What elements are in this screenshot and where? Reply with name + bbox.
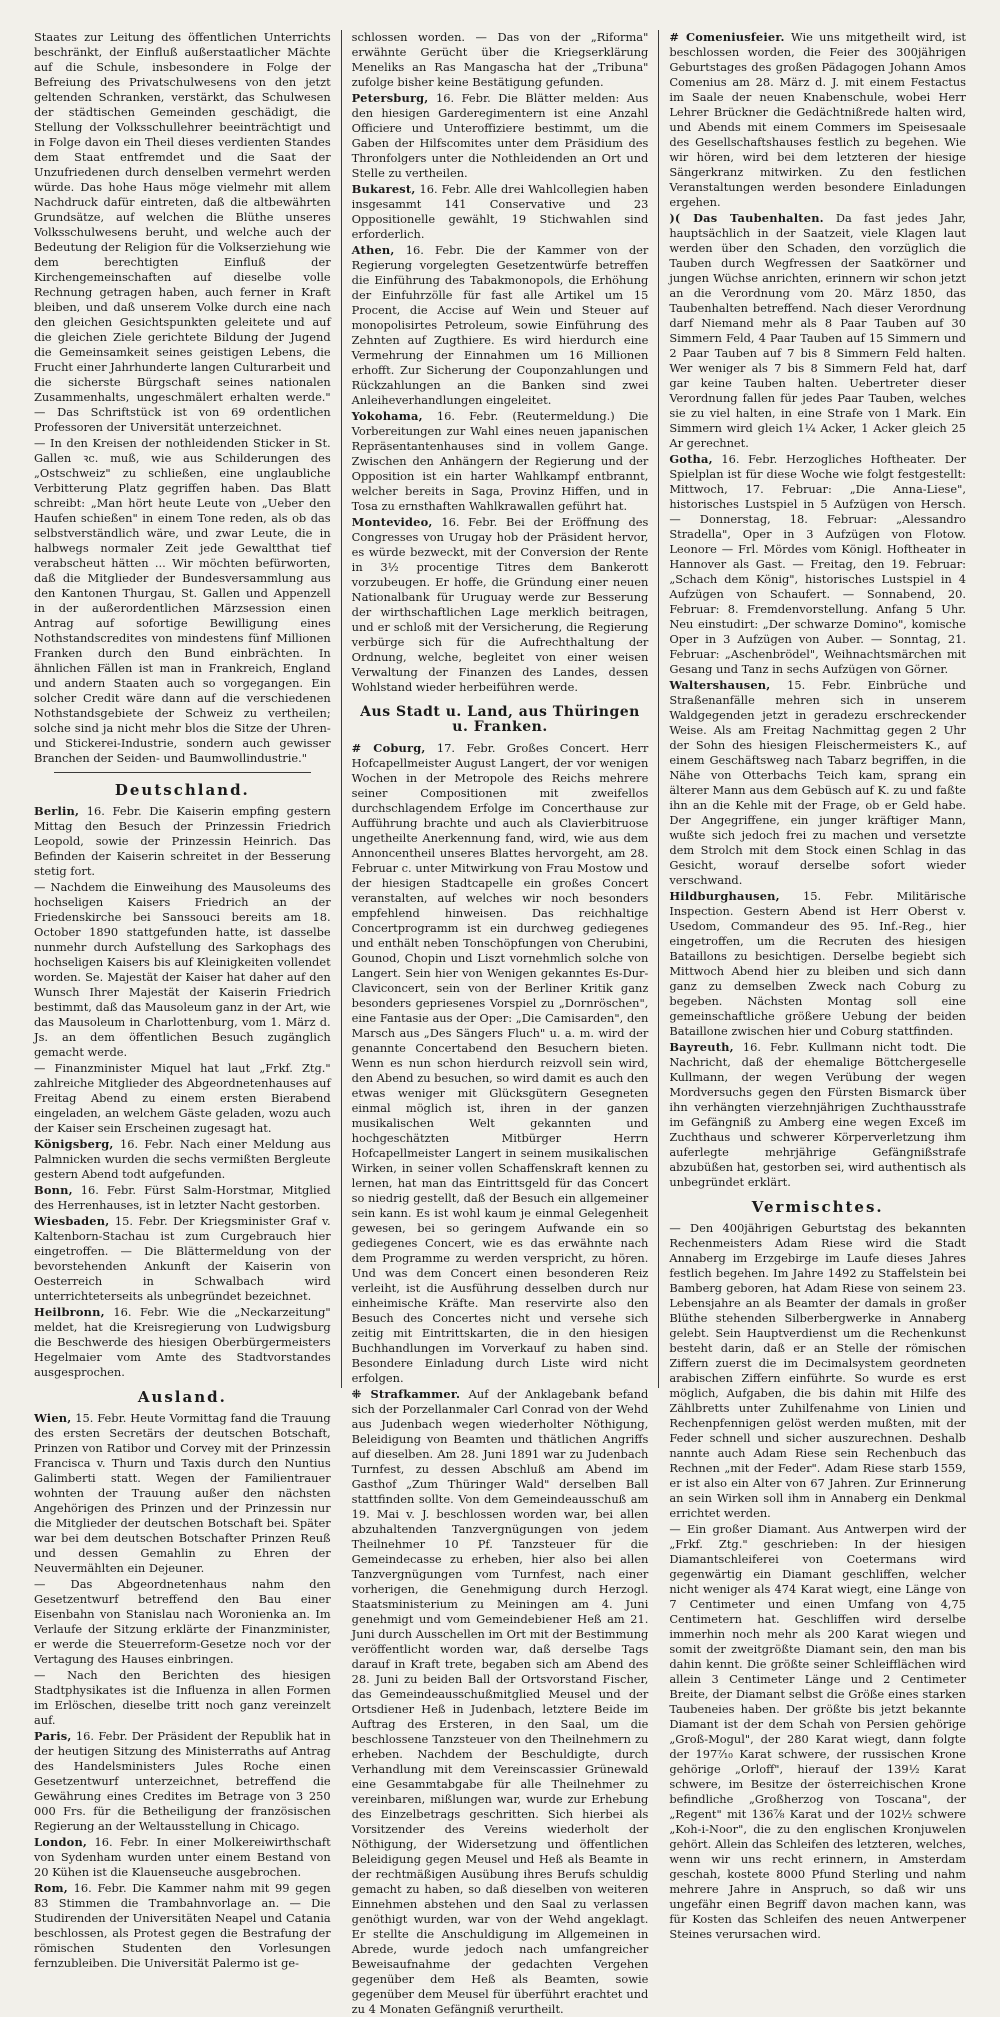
- article-text: 16. Febr. Nach einer Meldung aus Palmnicken wurden die sechs vermißten Bergleute gestern Abend todt aufgefunden.: [34, 1137, 331, 1181]
- article-text: 15. Febr. Einbrüche und Straßenanfälle mehren sich in unserem Waldgegenden jetzt in geradezu erschreckender Weise. Als am Freitag Nachmittag gegen 2 Uhr der Sohn des hiesigen Fleischermeisters K., auf einem Geschäftsweg nach Tabarz begriffen, in die Nähe von Otterbachs Teich kam, sprang ein älterer Mann aus dem Gebüsch auf K. zu und faßte ihn an die Kehle mit der Frage, ob er Geld habe. Der Angegriffene, ein junger kräftiger Mann, wußte sich jedoch frei zu machen und versetzte dem Strolch mit dem Stock einen Schlag in das Gesicht, worauf derselbe sofort wieder verschwand.: [669, 678, 967, 887]
- article-taubenhalten: [669, 211, 966, 451]
- column-2: [341, 30, 659, 2016]
- article-school-petition: Staates zur Leitung des öffentlichen Unterrichts beschränkt, der Einfluß außerstaatlicher Mächte auf die Schule, insbesondere in Folge der Befreiung des Privatschulwesens von den jetzt geltenden Schranken, verstärkt, das Schulwesen der städtischen Gemeinden geschädigt, die Stellung der Volksschullehrer beeinträchtigt und in Folge davon ein Theil dieses verdienten Standes dem Staat entfremdet und die Saat der Unzufriedenen durch denselben vermehrt werden würde. Das hohe Haus möge vielmehr mit allem Nachdruck dafür eintreten, daß die altbewährten Grundsätze, auf welchen die Blüthe unseres Volksschulwesens beruht, und welche auch der Bedeutung der Religion für die Volkserziehung wie dem berechtigten Einfluß der Kirchengemeinschaften auf dieselbe volle Rechnung getragen haben, auch ferner in Kraft bleiben, und daß unserem Volke durch eine nach den gleichen Gesichtspunkten geleitete und auf die gleichen Ziele gerichtete Bildung der Jugend die Gemeinsamkeit seines geistigen Lebens, die Frucht einer Jahrhunderte langen Culturarbeit und die sicherste Bürgschaft seines nationalen Zusammenhalts, ungeschmälert erhalten werde." — Das Schriftstück ist von 69 ordentlichen Professoren der Universität unterzeichnet.: [34, 30, 331, 434]
- dateline: Athen,: [351, 243, 395, 257]
- section-heading-aus-stadt-und-land: Aus Stadt u. Land, aus Thüringen u. Franken.: [360, 704, 640, 735]
- article-text: Wie uns mitgetheilt wird, ist beschlossen worden, die Feier des 300jährigen Geburtstages des großen Pädagogen Johann Amos Comenius am 28. März d. J. mit einem Festactus im Saale der neuen Knabenschule, wobei Herr Lehrer Brückner die Gedächtnißrede halten wird, und Abends mit einem Commers im Speisesaale des Gesellschaftshauses festlich zu begehen. Wie wir hören, wird bei dem letzteren der hiesige Sängerkranz mitwirken. Zu den festlichen Veranstaltungen werden besondere Einladungen ergehen.: [669, 30, 967, 209]
- article-text: 16. Febr. Der Präsident der Republik hat in der heutigen Sitzung des Ministerraths auf Antrag des Handelsministers Jules Roche einen Gesetzentwurf unterzeichnet, betreffend die Gewährung eines Credites im Betrage von 3 250 000 Frs. für die Betheiligung der französischen Regierung an der Weltausstellung in Chicago.: [34, 1729, 331, 1833]
- dateline: Wien,: [34, 1411, 72, 1425]
- dateline: Petersburg,: [351, 91, 429, 105]
- article-heilbronn: [34, 1305, 331, 1380]
- dateline: Gotha,: [669, 452, 713, 466]
- dateline: Königsberg,: [34, 1137, 114, 1151]
- article-st-gallen: — In den Kreisen der nothleidenden Sticker in St. Gallen ꝛc. muß, wie aus Schilderungen des „Ostschweiz" zu schließen, eine unglaubliche Verbitterung Platz gegriffen haben. Das Blatt schreibt: „Man hört heute Leute von „Ueber den Haufen schießen" in einem Tone reden, als ob das selbstverständlich wäre, und zwar Leute, die in halbwegs normaler Zeit jede Gewaltthat tief verabscheut hätten ... Wir möchten befürworten, daß die Mitglieder der Bundesversammlung aus den Kantonen Thurgau, St. Gallen und Appenzell in der außerordentlichen Märzsession einen Antrag auf sofortige Bewilligung eines Nothstandscredites von mindestens fünf Millionen Franken durch den Bund einbrächten. In ähnlichen Fällen ist man in Frankreich, England und andern Staaten auch so vorgegangen. Ein solcher Credit wäre dann auf die verschiedenen Nothstandsgebiete der Schweiz zu vertheilen; solche sind ja nicht mehr blos die Sitze der Uhren- und Stickerei-Industrie, sondern auch gewisser Branchen der Seiden- und Baumwollindustrie.": [34, 436, 331, 765]
- section-heading-vermischtes: Vermischtes.: [751, 1198, 884, 1216]
- divider: [54, 772, 311, 773]
- column-1: [24, 30, 341, 1970]
- article-text: Da fast jedes Jahr, hauptsächlich in der Saatzeit, viele Klagen laut werden über den Schaden, den vorzüglich die Tauben durch Wegfressen der Saatkörner und jungen Wüchse anrichten, erinnern wir schon jetzt an die Verordnung vom 20. März 1850, das Taubenhalten betreffend. Nach dieser Verordnung darf Niemand mehr als 8 Paar Tauben auf 30 Simmern Feld, 4 Paar Tauben auf 15 Simmern und 2 Paar Tauben auf 7 bis 8 Simmern Feld halten. Wer weniger als 7 bis 8 Simmern Feld hat, darf gar keine Tauben halten. Uebertreter dieser Verordnung fallen für jedes Paar Tauben, welches sie zu viel halten, in eine Strafe von 1 Mark. Ein Simmern wird gleich 1¼ Acker, 1 Acker gleich 25 Ar gerechnet.: [669, 211, 967, 450]
- article-montevideo: [352, 515, 649, 695]
- article-text: 16. Febr. (Reutermeldung.) Die Vorbereitungen zur Wahl eines neuen japanischen Repräsentantenhauses sind in vollem Gange. Zwischen den Anhängern der Regierung und der Opposition ist ein harter Wahlkampf entbrannt, welcher bereits in Saga, Provinz Hiffen, und in Tosa zu ernsthaften Wahlkrawallen geführt hat.: [351, 409, 649, 513]
- article-gotha: [669, 452, 966, 677]
- article-abgeordnetenhaus: — Das Abgeordnetenhaus nahm den Gesetzentwurf betreffend den Bau einer Eisenbahn von Stanislau nach Woronienka an. Im Verlaufe der Sitzung erklärte der Finanzminister, er werde die Steuerreform-Gesetze noch vor der Vertagung des Hauses einbringen.: [34, 1577, 331, 1666]
- article-diamant: — Ein großer Diamant. Aus Antwerpen wird der „Frkf. Ztg." geschrieben: In der hiesigen Diamantschleiferei von Coetermans wird gegenwärtig ein Diamant geschliffen, welcher nicht weniger als 474 Karat wiegt, eine Länge von 7 Centimeter und einen Umfang von 4,75 Centimetern hat. Geschliffen wird derselbe immerhin noch mehr als 200 Karat wiegen und somit der zweitgrößte Diamant sein, den man bis dahin kennt. Die größte seiner Schleifflächen wird allein 3 Centimeter Länge und 2 Centimeter Breite, der Diamant selbst die Größe eines starken Taubeneies haben. Der größte bis jetzt bekannte Diamant ist der dem Schah von Persien gehörige „Groß-Mogul", der 280 Karat wiegt, dann folgte der 197⁷⁄₁₀ Karat schwere, der russischen Krone gehörige „Orloff", hierauf der 139½ Karat schwere, im Besitze der österreichischen Krone befindliche „Großherzog von Toscana", der „Regent" mit 136⅞ Karat und der 102½ schwere „Koh-i-Noor", die zu den englischen Kronjuwelen gehört. Allein das Schleifen des letzteren, welches, wenn wir uns recht erinnern, in Amsterdam geschah, kostete 8000 Pfund Sterling und nahm mehrere Jahre in Anspruch, so daß wir uns ungefähr einen Begriff davon machen kann, was für Kosten das Schleifen des neuen Antwerpener Steines verursachen wird.: [669, 1522, 967, 1941]
- dateline: # Comeniusfeier.: [669, 30, 785, 44]
- article-text: 16. Febr. Die Kammer nahm mit 99 gegen 83 Stimmen die Trambahnvorlage an. — Die Studirenden der Universitäten Neapel und Catania beschlossen, als Protest gegen die Bestrafung der römischen Studenten den Vorlesungen fernzubleiben. Die Universität Palermo ist ge-: [34, 1881, 331, 1970]
- dateline: Hildburghausen,: [669, 889, 780, 903]
- article-waltershausen: [669, 678, 966, 888]
- article-rom: [34, 1881, 331, 1971]
- dateline: Paris,: [34, 1729, 72, 1743]
- article-text: 16. Febr. Wie die „Neckarzeitung" meldet, hat die Kreisregierung von Ludwigsburg die Beschwerde des hiesigen Oberbürgermeisters Hegelmaier vom Amte des Stadtvorstandes ausgesprochen.: [34, 1305, 331, 1379]
- section-heading-ausland: Ausland.: [137, 1388, 227, 1406]
- article-petersburg: [352, 91, 649, 181]
- article-text: Auf der Anklagebank befand sich der Porzellanmaler Carl Conrad von der Wehd aus Judenbach wegen wiederholter Nöthigung, Beleidigung von Beamten und thätlichen Angriffs auf dieselben. Am 28. Juni 1891 war zu Judenbach Turnfest, zu dessen Abschluß am Abend im Gasthof „Zum Thüringer Wald" derselben Ball stattfinden sollte. Von dem Gemeindeausschuß am 19. Mai v. J. beschlossen worden war, bei allen abzuhaltenden Tanzvergnügungen von jedem Theilnehmer 10 Pf. Tanzsteuer für die Gemeindecasse zu erheben, hier also bei allen Tanzvergnügungen vom Turnfest, nach einer vorherigen, die Genehmigung durch Herzogl. Staatsministerium zu Meiningen am 4. Juni genehmigt und vom Gemeindebiener Heß am 21. Juni durch Ausschellen im Ort mit der Bestimmung veröffentlicht worden war, daß derselbe Tags darauf in Kraft trete, begaben sich am Abend des 28. Juni zu beiden Ball der Ortsvorstand Fischer, das Gemeindeausschußmitglied Meusel und der Ortsdiener Heß in Judenbach, letztere Beide im Auftrag des Ersteren, in den Saal, um die beschlossene Tanzsteuer von den Theilnehmern zu erheben. Nachdem der Beschuldigte, durch Verhandlung mit dem Vereinscassier Grünewald eine Gesammtabgabe für alle Theilnehmer zu vereinbaren, mißlungen war, wurde zur Erhebung des Einzelbetrags geschritten. Sich hierbei als Vorsitzender des Vereins wiederholt der Nöthigung, der Widersetzung und öffentlichen Beleidigung gegen Meusel und Heß als Beamte in der rechtmäßigen Ausübung ihres Berufs schuldig gemacht zu haben, so daß dieselben von weiteren Einnehmen abstehen und den Saal zu verlassen genöthigt wurden, war von der Wehd angeklagt. Er stellte die Anschuldigung im Allgemeinen in Abrede, wurde jedoch nach umfangreicher Beweisaufnahme der gedachten Vergehen gegenüber dem Heß als Beamten, sowie gegenüber dem Meusel für überführt erachtet und zu 4 Monaten Gefängniß verurtheilt.: [351, 1387, 649, 2016]
- dateline: Berlin,: [34, 804, 80, 818]
- article-athen: [352, 243, 649, 408]
- article-coburg-concert: [352, 741, 649, 1386]
- article-wiesbaden: [34, 1214, 331, 1304]
- article-text: 16. Febr. Die Blätter melden: Aus den hiesigen Garderegimentern ist eine Anzahl Officiere und Unteroffiziere bestimmt, um die Gaben der Hilfscomites unter dem Präsidium des Thronfolgers unter die Nothleidenden an Ort und Stelle zu vertheilen.: [351, 91, 649, 180]
- column-3: [658, 30, 976, 1941]
- article-london: [34, 1835, 331, 1880]
- article-paris: [34, 1729, 331, 1834]
- dateline: Heilbronn,: [34, 1305, 105, 1319]
- article-text: 16. Febr. Bei der Eröffnung des Congresses von Urugay hob der Präsident hervor, es würde bezweckt, mit der Conversion der Rente in 3½ procentige Titres dem Bankerott vorzubeugen. Er hoffe, die Gründung einer neuen Nationalbank für Uruguay werde zur Besserung der wirthschaftlichen Lage merklich beitragen, und er schloß mit der Versicherung, die Regierung verbürge sich für die Aufrechthaltung der Ordnung, welche, begleitet von einer weisen Verwaltung der Finanzen des Landes, dessen Wohlstand wieder herbeiführen werde.: [351, 515, 649, 694]
- article-text: 15. Febr. Heute Vormittag fand die Trauung des ersten Secretärs der deutschen Botschaft, Prinzen von Ratibor und Corvey mit der Prinzessin Francisca v. Thurn und Taxis durch den Nuntius Galimberti statt. Wegen der Familientrauer wohnten der Trauung außer den nächsten Angehörigen des Prinzen und der Prinzessin nur die Mitglieder der deutschen Botschaft bei. Später war bei dem deutschen Botschafter Prinzen Reuß und dessen Gemahlin zu Ehren der Neuvermählten ein Dejeuner.: [34, 1411, 331, 1575]
- dateline: Montevideo,: [351, 515, 433, 529]
- article-koenigsberg: [34, 1137, 331, 1182]
- dateline: Bayreuth,: [669, 1040, 734, 1054]
- dateline: Wiesbaden,: [34, 1214, 110, 1228]
- article-bayreuth: [669, 1040, 966, 1190]
- dateline: Yokohama,: [351, 409, 423, 423]
- article-text: 16. Febr. Fürst Salm-Horstmar, Mitglied des Herrenhauses, ist in letzter Nacht gestorben.: [34, 1183, 331, 1212]
- article-text: 16. Febr. Die Kaiserin empfing gestern Mittag den Besuch der Prinzessin Friedrich Leopold, sowie der Prinzessin Heinrich. Das Befinden der Kaiserin schreitet in der Besserung stetig fort.: [34, 804, 331, 878]
- article-bonn: [34, 1183, 331, 1213]
- article-wien: [34, 1411, 331, 1576]
- article-bukarest: [352, 182, 649, 242]
- article-riforma: schlossen worden. — Das von der „Riforma" erwähnte Gerücht über die Kriegserklärung Meneliks an Ras Mangascha hat der „Tribuna" zufolge bisher keine Bestätigung gefunden.: [351, 30, 649, 89]
- dateline: )( Das Taubenhalten.: [669, 211, 824, 225]
- article-text: 17. Febr. Großes Concert. Herr Hofcapellmeister August Langert, der vor wenigen Wochen in der Metropole des Reichs mehrere seiner Compositionen mit zweifellos durchschlagendem Erfolge im Concerthause zur Aufführung brachte und auch als Clavierbitruose ungetheilte Anerkennung fand, wird, wie aus dem Annoncentheil unseres Blattes hervorgeht, am 28. Februar c. unter Mitwirkung von Frau Mostow und der hiesigen Stadtcapelle ein großes Concert veranstalten, auf welches wir noch besonders empfehlend hinweisen. Das reichhaltige Concertprogramm ist ein durchweg gediegenes und enthält neben Tonschöpfungen von Cherubini, Gounod, Chopin und Liszt vornehmlich solche von Langert. Sein hier von Wenigen gekanntes Es-Dur-Claviconcert, sein von der Berliner Kritik ganz besonders gepriesenes Vorspiel zu „Dornröschen", eine Fantasie aus der Oper: „Die Camisarden", den Marsch aus „Des Sängers Fluch" u. a. m. wird der genannte Concertabend den Besuchern bieten. Wenn es nun schon hierdurch reizvoll sein wird, den Abend zu besuchen, so wird damit es auch den etwas weniger mit Glücksgütern Gesegneten einmal möglich ist, ihren in der ganzen musikalischen Welt gekannten und hochgeschätzten Mitbürger Herrn Hofcapellmeister Langert in seinem musikalischen Wirken, in seiner vollen Schaffenskraft kennen zu lernen, hat man das Eintrittsgeld für das Concert so niedrig gestellt, daß der Besuch ein allgemeiner sein kann. Es ist wohl kaum je einmal Gelegenheit gewesen, bei so geringem Aufwande ein so gediegenes Concert, wie es das erwähnte nach dem Programme zu werden verspricht, zu hören. Und was dem Concert einen besonderen Reiz verleiht, ist die Ausführung desselben durch nur einheimische Kräfte. Man reservirte also den Besuch des Concertes nicht und versehe sich zeitig mit Eintrittskarten, die in den hiesigen Buchhandlungen im Vorverkauf zu haben sind. Besondere Einladung durch Liste wird nicht erfolgen.: [351, 741, 649, 1385]
- article-text: 16. Febr. Alle drei Wahlcollegien haben insgesammt 141 Conservative und 23 Oppositionelle gewählt, 19 Stichwahlen sind erforderlich.: [351, 182, 649, 241]
- article-yokohama: [352, 409, 649, 514]
- dateline: London,: [34, 1835, 88, 1849]
- dateline: Rom,: [34, 1881, 68, 1895]
- dateline: Bonn,: [34, 1183, 73, 1197]
- article-text: 15. Febr. Militärische Inspection. Gestern Abend ist Herr Oberst v. Usedom, Commandeur des 95. Inf.-Reg., hier eingetroffen, um die Recruten des hiesigen Bataillons zu besichtigen. Derselbe begiebt sich Mittwoch Abend hier zu bleiben und sich dann ganz zu demselben Zweck nach Coburg zu begeben. Nächsten Montag soll eine gemeinschaftliche größere Uebung der beiden Bataillone zwischen hier und Coburg stattfinden.: [669, 889, 967, 1038]
- section-heading-deutschland: Deutschland.: [114, 781, 250, 799]
- dateline: Waltershausen,: [669, 678, 771, 692]
- article-text: 16. Febr. Herzogliches Hoftheater. Der Spielplan ist für diese Woche wie folgt festgestellt: Mittwoch, 17. Februar: „Die Anna-Liese", historisches Lustspiel in 5 Aufzügen von Hersch. — Donnerstag, 18. Februar: „Alessandro Stradella", Oper in 3 Aufzügen von Flotow. Leonore — Frl. Mördes vom Königl. Hoftheater in Hannover als Gast. — Freitag, den 19. Februar: „Schach dem König", historisches Lustspiel in 4 Aufzügen von Schaufert. — Sonnabend, 20. Februar: 8. Fremdenvorstellung. Anfang 5 Uhr. Neu einstudirt: „Der schwarze Domino", komische Oper in 3 Aufzügen von Auber. — Sonntag, 21. Februar: „Aschenbrödel", Weihnachtsmärchen mit Gesang und Tanz in sechs Aufzügen von Görner.: [669, 452, 967, 676]
- article-text: 16. Febr. Die der Kammer von der Regierung vorgelegten Gesetzentwürfe betreffen die Einführung des Tabakmonopols, die Erhöhung der Einfuhrzölle für fast alle Artikel um 15 Procent, die Accise auf Wein und Steuer auf monopolisirtes Petroleum, sowie Einführung des Zehnten auf Zugthiere. Es wird hierdurch eine Vermehrung der Einnahmen um 16 Millionen erhofft. Zur Sicherung der Couponzahlungen und Rückzahlungen an die Banken sind zwei Anleiheverhandlungen eingeleitet.: [351, 243, 649, 407]
- article-comenius: [669, 30, 966, 210]
- dateline: ⁜ Strafkammer.: [351, 1387, 461, 1401]
- article-miquel: — Finanzminister Miquel hat laut „Frkf. Ztg." zahlreiche Mitglieder des Abgeordnetenhauses auf Freitag Abend zu einem ersten Bierabend eingeladen, an welchem Gäste geladen, wozu auch der Kaiser sein Erscheinen zugesagt hat.: [34, 1061, 331, 1135]
- article-adam-riese: — Den 400jährigen Geburtstag des bekannten Rechenmeisters Adam Riese wird die Stadt Annaberg im Erzgebirge im Laufe dieses Jahres festlich begehen. Im Jahre 1492 zu Staffelstein bei Bamberg geboren, hat Adam Riese von seinem 23. Lebensjahre an als Beamter der damals in großer Blüthe stehenden Silberbergwerke in Annaberg gelebt. Sein Hauptverdienst um die Rechenkunst besteht darin, daß er an Stelle der römischen Ziffern zuerst die im Decimalsystem geordneten arabischen Ziffern einführte. So wurde es erst möglich, Aufgaben, die bis dahin mit Hilfe des Zählbretts unter Zuhilfenahme von Linien und Rechenpfennigen gelöst werden mußten, mit der Feder schnell und sicher auszurechnen. Deshalb nannte auch Adam Riese sein Rechenbuch das Rechnen „mit der Feder". Adam Riese starb 1559, er ist also ein Alter von 67 Jahren. Zur Erinnerung an sein Wirken soll ihm in Annaberg ein Denkmal errichtet werden.: [669, 1221, 967, 1520]
- article-hildburghausen: [669, 889, 966, 1039]
- article-berlin: [34, 804, 331, 879]
- article-strafkammer: [352, 1387, 649, 2017]
- article-text: 15. Febr. Der Kriegsminister Graf v. Kaltenborn-Stachau ist zum Curgebrauch hier eingetroffen. — Die Blättermeldung von der bevorstehenden Ankunft der Kaiserin von Oesterreich in Schwalbach wird unterrichteterseits als unbegründet bezeichnet.: [34, 1214, 331, 1303]
- article-text: 16. Febr. Kullmann nicht todt. Die Nachricht, daß der ehemalige Böttchergeselle Kullmann, der wegen Verübung der wegen Mordversuchs gegen den Fürsten Bismarck über ihn verhängten vierzehnjährigen Zuchthausstrafe im Gefängniß zu Amberg eine wegen Exceß im Zuchthaus und schwerer Körperverletzung ihm auferlegte mehrjährige Gefängnißstrafe abzubüßen hat, gestorben sei, wird authentisch als unbegründet erklärt.: [669, 1040, 967, 1189]
- article-mausoleum: — Nachdem die Einweihung des Mausoleums des hochseligen Kaisers Friedrich an der Friedenskirche bei Sanssouci bereits am 18. October 1890 stattgefunden hatte, ist dasselbe nunmehr durch Aufstellung des Sarkophags des hochseligen Kaisers bis auf Kleinigkeiten vollendet worden. Se. Majestät der Kaiser hat daher auf den Wunsch Ihrer Majestät der Kaiserin Friedrich bestimmt, daß das Mausoleum ganz in der Art, wie das Mausoleum in Charlottenburg, vom 1. März d. Js. an dem öffentlichen Besuch zugänglich gemacht werde.: [34, 880, 331, 1059]
- article-influenza: — Nach den Berichten des hiesigen Stadtphysikates ist die Influenza in allen Formen im Erlöschen, dieselbe tritt noch ganz vereinzelt auf.: [34, 1668, 331, 1727]
- dateline: # Coburg,: [351, 741, 426, 755]
- dateline: Bukarest,: [351, 182, 416, 196]
- article-text: 16. Febr. In einer Molkereiwirthschaft von Sydenham wurden unter einem Bestand von 20 Kühen ist die Klauenseuche ausgebrochen.: [34, 1835, 331, 1879]
